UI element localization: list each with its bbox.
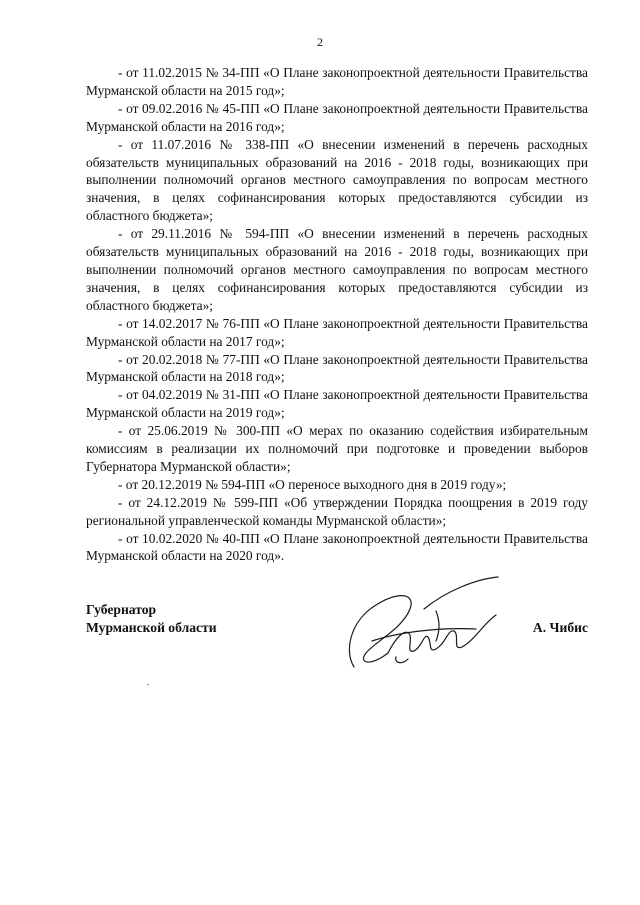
document-body: [86, 64, 588, 565]
list-item: - от 25.06.2019 № 300-ПП «О мерах по оказанию содействия избирательным комиссиям в реализации их полномочий при подготовке и проведении выборов Губернатора Мурманской области»;: [86, 423, 588, 474]
signer-name: А. Чибис: [532, 620, 588, 635]
scan-speck: [147, 684, 149, 685]
list-item: - от 24.12.2019 № 599-ПП «Об утверждении Порядка поощрения в 2019 году региональной управленческой команды Мурманской области»;: [86, 494, 588, 528]
signature-block: [86, 601, 588, 681]
signer-title: [86, 601, 217, 637]
list-item: - от 14.02.2017 № 76-ПП «О Плане законопроектной деятельности Правительства Мурманской области на 2017 год»;: [86, 315, 588, 349]
list-item: - от 04.02.2019 № 31-ПП «О Плане законопроектной деятельности Правительства Мурманской области на 2019 год»;: [86, 387, 588, 421]
list-item: - от 20.12.2019 № 594-ПП «О переносе выходного дня в 2019 году»;: [118, 476, 507, 492]
signer-title-line-1: Губернатор: [86, 602, 157, 617]
list-item: - от 20.02.2018 № 77-ПП «О Плане законопроектной деятельности Правительства Мурманской области на 2018 год»;: [86, 351, 588, 385]
handwritten-signature-icon: [336, 571, 506, 681]
list-item: - от 11.02.2015 № 34-ПП «О Плане законопроектной деятельности Правительства Мурманской области на 2015 год»;: [86, 65, 588, 98]
signer-title-line-2: Мурманской области: [86, 620, 217, 635]
list-item: - от 11.07.2016 № 338-ПП «О внесении изменений в перечень расходных обязательств муниципальных образований на 2016 - 2018 годы, возникающих при выполнении полномочий органов местного самоуправления по вопросам местного значения, в целях софинансирования которых предоставляются субсидии из областного бюджета»;: [86, 136, 588, 224]
list-item: - от 29.11.2016 № 594-ПП «О внесении изменений в перечень расходных обязательств муниципальных образований на 2016 - 2018 годы, возникающих при выполнении полномочий органов местного самоуправления по вопросам местного значения, в целях софинансирования которых предоставляются субсидии из областного бюджета»;: [86, 226, 588, 313]
list-item: - от 10.02.2020 № 40-ПП «О Плане законопроектной деятельности Правительства Мурманской области на 2020 год».: [86, 530, 588, 564]
list-item: - от 09.02.2016 № 45-ПП «О Плане законопроектной деятельности Правительства Мурманской области на 2016 год»;: [86, 100, 588, 134]
page-number: 2: [317, 35, 323, 49]
